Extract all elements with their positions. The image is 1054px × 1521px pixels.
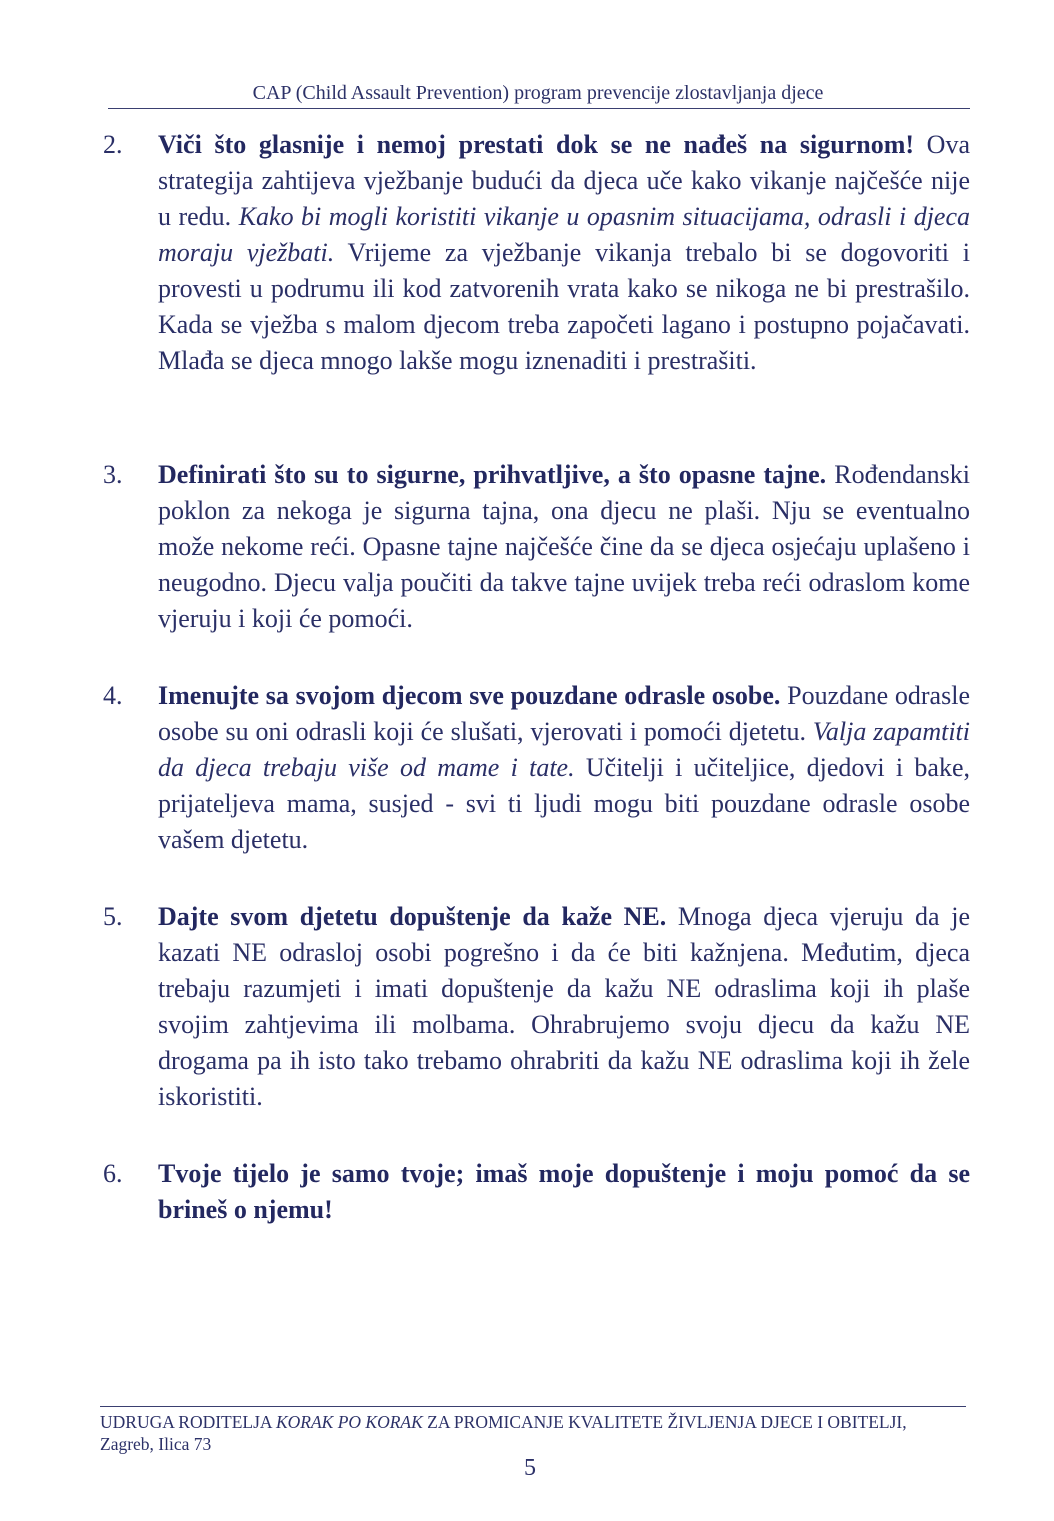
footer-organization bbox=[100, 1411, 970, 1433]
list-item-lead: Dajte svom djetetu dopuštenje da kaže NE. bbox=[158, 902, 667, 931]
footer-org-name: KORAK PO KORAK bbox=[275, 1412, 423, 1432]
list-item-body: Ova strategija zahtijeva vježbanje budući da djeca uče kako vikanje najčešće nije u redu. bbox=[158, 130, 970, 231]
list-item-number: 2. bbox=[103, 130, 123, 159]
header-divider bbox=[108, 108, 970, 109]
list-item-body: Pouzdane odrasle osobe su oni odrasli koji će slušati, vjerovati i pomoći djetetu. bbox=[158, 681, 970, 746]
list-item-emphasis: Valja zapamtiti da djeca trebaju više od mame i tate. bbox=[158, 717, 970, 782]
list-item-body: Mnoga djeca vjeruju da je kazati NE odrasloj osobi pogrešno i da će biti kažnjena. Međutim, djeca trebaju razumjeti i imati dopuštenje da kažu NE odraslima koji ih plaše svojim zahtjevima ili molbama. Ohrabrujemo svoju djecu da kažu NE drogama pa ih isto tako trebamo ohrabriti da kažu NE odraslima koji ih žele iskoristiti. bbox=[158, 902, 970, 1111]
list-item-number: 6. bbox=[103, 1159, 123, 1188]
list-item-text bbox=[158, 127, 970, 379]
list-item-text bbox=[158, 1156, 970, 1228]
footer-divider bbox=[100, 1406, 966, 1407]
list-item-lead: Imenujte sa svojom djecom sve pouzdane odrasle osobe. bbox=[158, 681, 781, 710]
list-item-text bbox=[158, 457, 970, 637]
footer-org-prefix: UDRUGA RODITELJA bbox=[100, 1412, 276, 1432]
list-item-number: 5. bbox=[103, 902, 123, 931]
footer-org-suffix: ZA PROMICANJE KVALITETE ŽIVLJENJA DJECE I OBITELJI, bbox=[422, 1412, 907, 1432]
list-item-number: 4. bbox=[103, 681, 123, 710]
list-item-text bbox=[158, 899, 970, 1115]
running-header: CAP (Child Assault Prevention) program prevencije zlostavljanja djece bbox=[252, 82, 824, 104]
list-item-body: Rođendanski poklon za nekoga je sigurna tajna, ona djecu ne plaši. Nju se eventualno može nekome reći. Opasne tajne najčešće čine da se djeca osjećaju uplašeno i neugodno. Djecu valja poučiti da takve tajne uvijek treba reći odraslom kome vjeruju i koji će pomoći. bbox=[158, 460, 970, 633]
list-item-body-continued: Vrijeme za vježbanje vikanja trebalo bi se dogovoriti i provesti u podrumu ili kod zatvorenih vrata kako se nikoga ne bi prestrašilo. Kada se vježba s malom djecom treba započeti lagano i postupno pojačavati. Mlađa se djeca mnogo lakše mogu iznenaditi i prestrašiti. bbox=[158, 238, 970, 375]
list-item-text bbox=[158, 678, 970, 858]
footer-address: Zagreb, Ilica 73 bbox=[100, 1434, 212, 1454]
list-item-lead: Viči što glasnije i nemoj prestati dok se ne nađeš na sigurnom! bbox=[158, 130, 915, 159]
page-number: 5 bbox=[524, 1455, 536, 1481]
list-item-lead: Tvoje tijelo je samo tvoje; imaš moje dopuštenje i moju pomoć da se brineš o njemu! bbox=[158, 1159, 970, 1224]
list-item-body-continued: Učitelji i učiteljice, djedovi i bake, prijateljeva mama, susjed - svi ti ljudi mogu biti pouzdane odrasle osobe vašem djetetu. bbox=[158, 753, 970, 854]
list-item-lead: Definirati što su to sigurne, prihvatljive, a što opasne tajne. bbox=[158, 460, 827, 489]
list-item-emphasis: Kako bi mogli koristiti vikanje u opasnim situacijama, odrasli i djeca moraju vježbati. bbox=[158, 202, 971, 267]
list-item-number: 3. bbox=[103, 460, 123, 489]
